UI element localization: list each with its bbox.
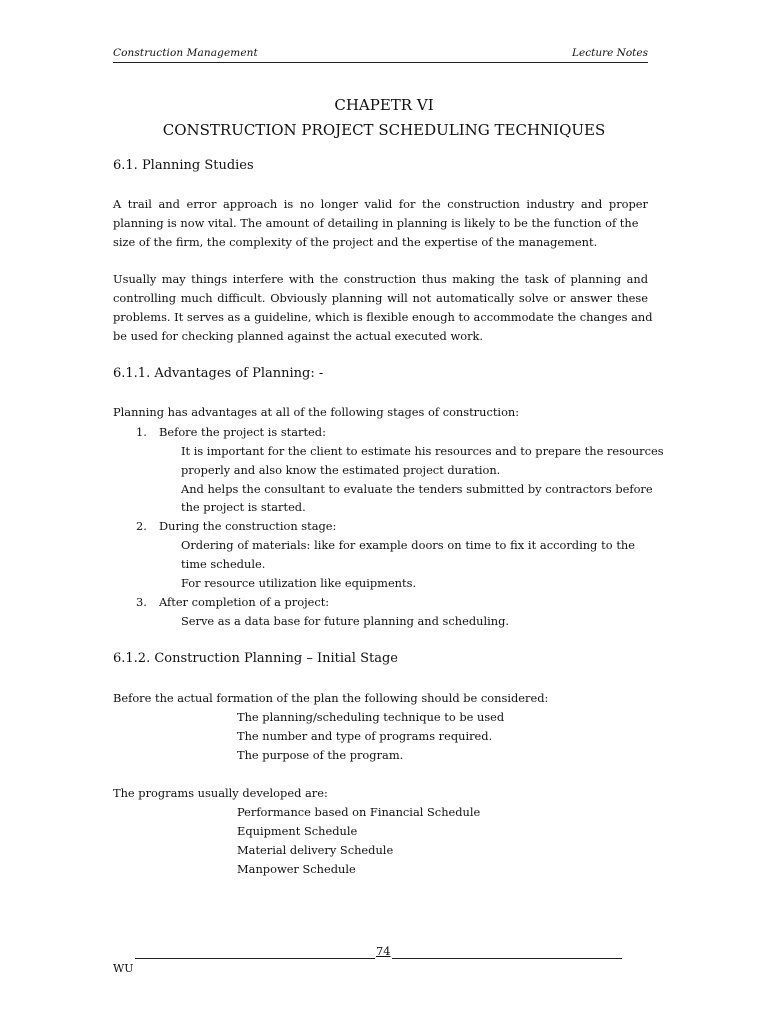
header-divider [113,62,648,63]
list-item: Material delivery Schedule [237,843,394,857]
list-item-label: During the construction stage: [159,519,337,533]
paragraph-line: A trail and error approach is no longer valid for the construction industry and proper [113,197,648,211]
list-item-line: Serve as a data base for future planning and scheduling. [181,614,510,628]
initial-stage-intro: Before the actual formation of the plan the following should be considered: [113,691,549,705]
paragraph-line: problems. It serves as a guideline, which is flexible enough to accommodate the changes and [113,310,653,324]
list-item-line: Ordering of materials: like for example doors on time to fix it according to the [181,538,635,552]
list-item-label: Before the project is started: [159,425,326,439]
chapter-heading: CHAPETR VI [334,96,434,114]
list-item-line: For resource utilization like equipments. [181,576,417,590]
section-heading-initial-stage: 6.1.2. Construction Planning – Initial Stage [113,651,398,666]
list-item: Performance based on Financial Schedule [237,805,481,819]
list-item-number: 2. [136,519,147,533]
list-item-line: the project is started. [181,500,306,514]
paragraph-line: controlling much difficult. Obviously planning will not automatically solve or answer these [113,291,648,305]
footer-rule-right [392,958,622,959]
list-item-line: time schedule. [181,557,266,571]
list-item: The purpose of the program. [237,748,404,762]
chapter-title: CONSTRUCTION PROJECT SCHEDULING TECHNIQUES [162,121,606,139]
list-item: Equipment Schedule [237,824,358,838]
footer-institution: WU [113,962,134,975]
list-item: The planning/scheduling technique to be used [237,710,505,724]
list-item-line: properly and also know the estimated project duration. [181,463,501,477]
list-item-line: It is important for the client to estimate his resources and to prepare the resources [181,444,664,458]
page-number: 74 [376,944,391,958]
running-header-right: Lecture Notes [572,47,648,59]
list-item-label: After completion of a project: [159,595,330,609]
list-item: Manpower Schedule [237,862,356,876]
paragraph-line: planning is now vital. The amount of detailing in planning is likely to be the function of the [113,216,639,230]
advantages-intro: Planning has advantages at all of the following stages of construction: [113,405,520,419]
list-item-number: 3. [136,595,147,609]
list-item: The number and type of programs required. [237,729,493,743]
paragraph-line: be used for checking planned against the actual executed work. [113,329,484,343]
paragraph-line: Usually may things interfere with the construction thus making the task of planning and [113,272,648,286]
list-item-line: And helps the consultant to evaluate the tenders submitted by contractors before [181,482,653,496]
section-heading-planning-studies: 6.1. Planning Studies [113,158,254,173]
section-heading-advantages: 6.1.1. Advantages of Planning: - [113,366,324,381]
footer-rule-left [135,958,375,959]
paragraph-line: size of the firm, the complexity of the project and the expertise of the management. [113,235,598,249]
list-item-number: 1. [136,425,147,439]
programs-intro: The programs usually developed are: [113,786,328,800]
running-header-left: Construction Management [113,47,258,59]
